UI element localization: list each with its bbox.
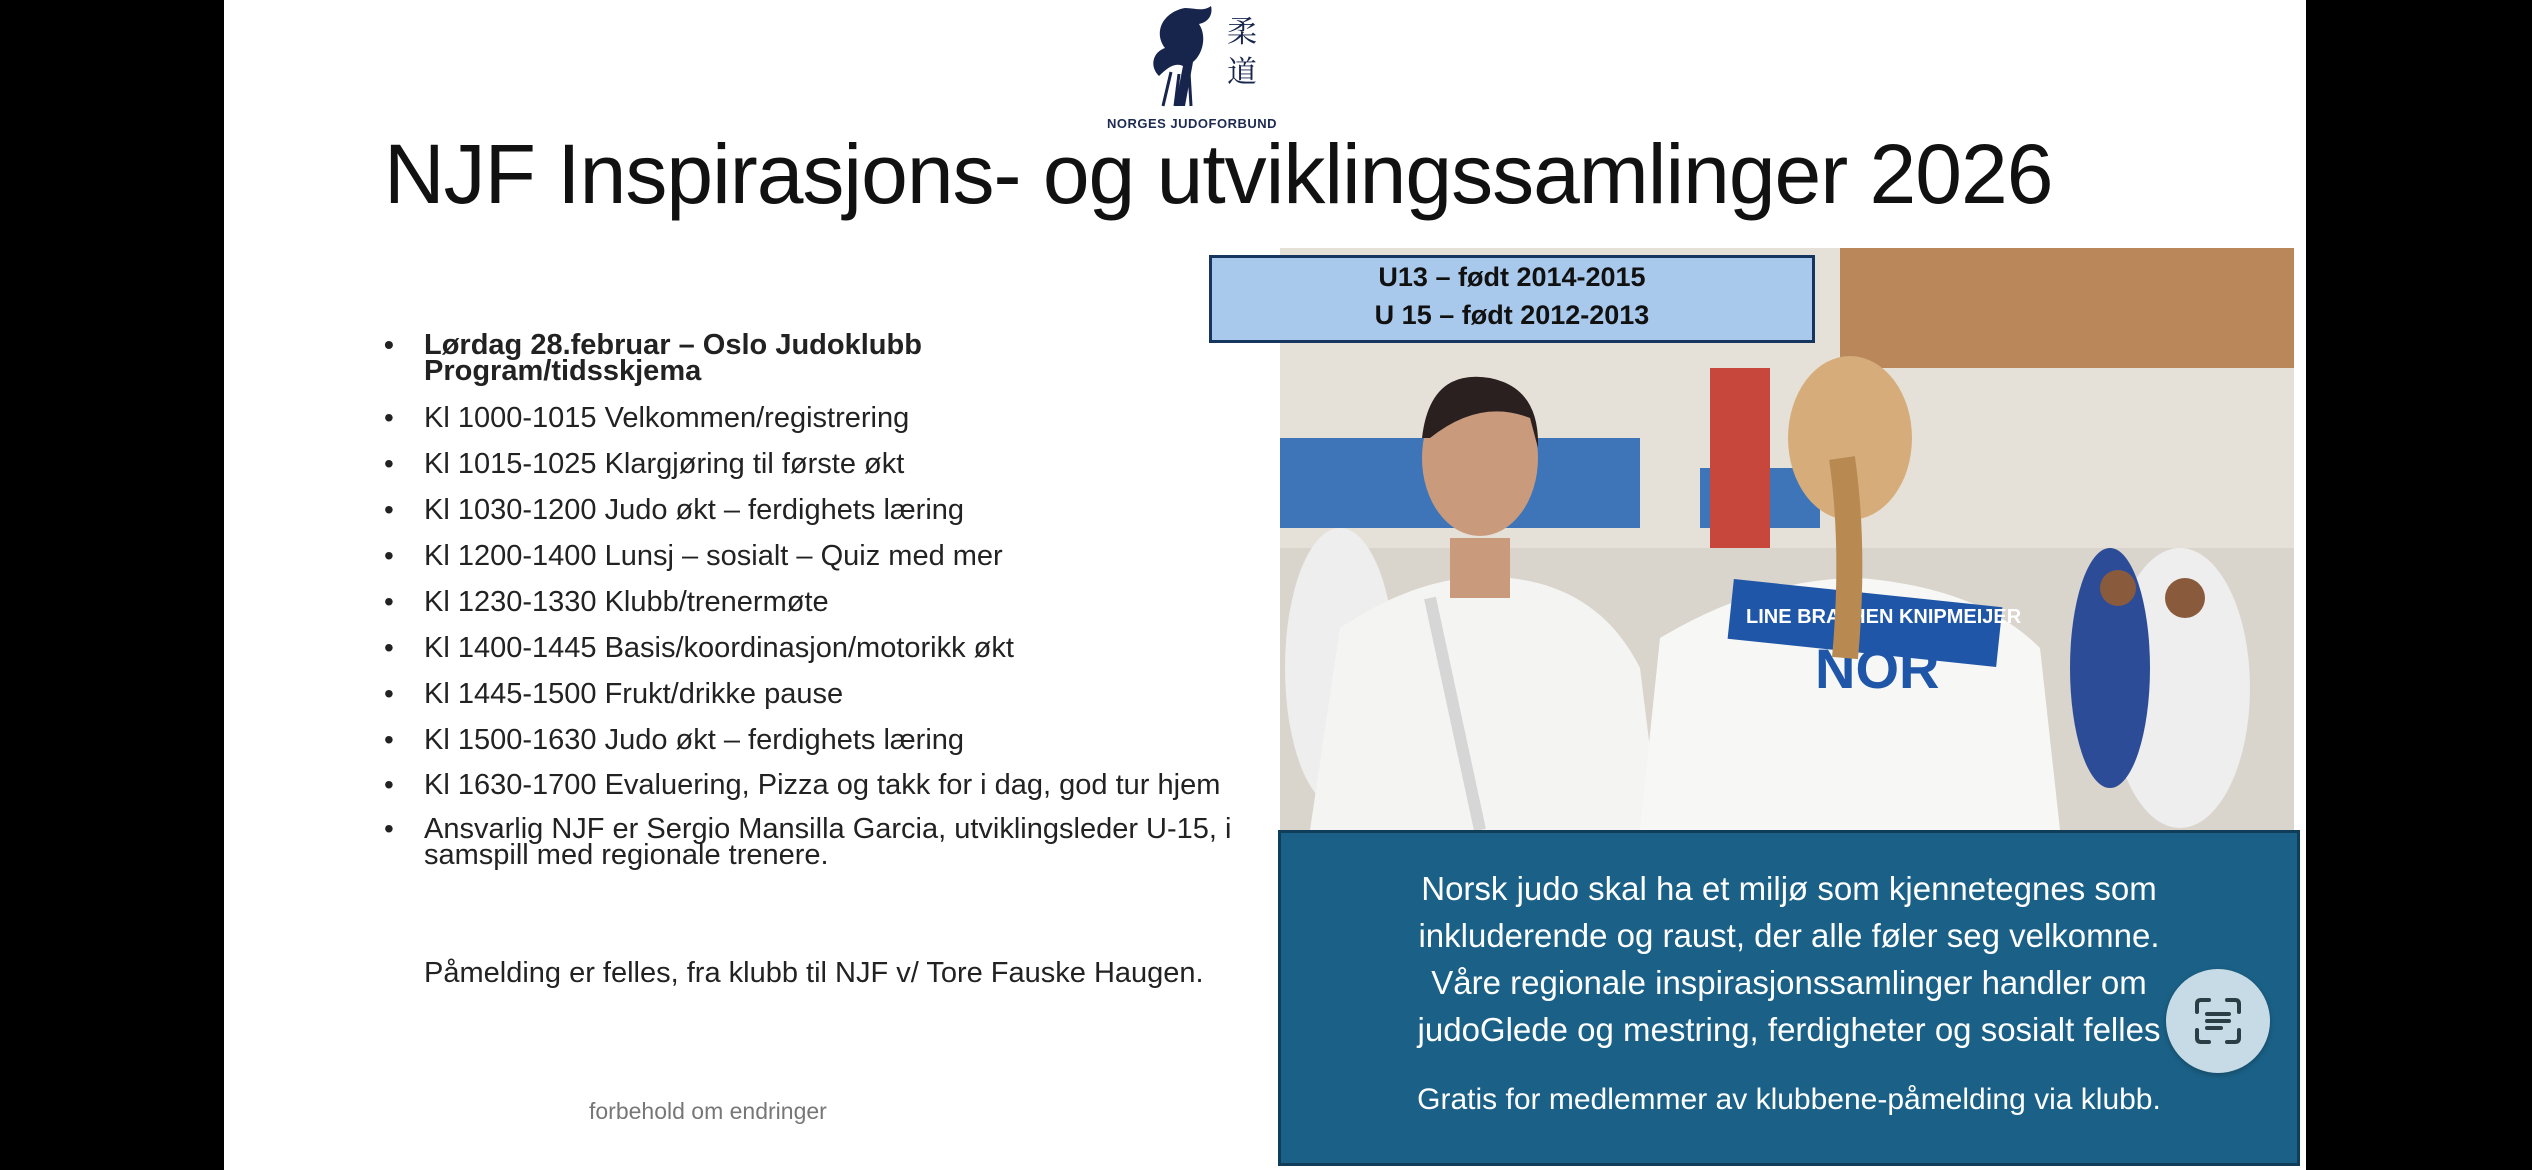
- info-line: inkluderende og raust, der alle føler seg velkomne.: [1418, 917, 2160, 954]
- scan-text-icon: [2193, 996, 2243, 1046]
- presentation-slide: [224, 0, 2306, 1170]
- schedule-list: [384, 329, 1264, 886]
- info-line: Norsk judo skal ha et miljø som kjennetegnes som: [1421, 870, 2157, 907]
- photo-back-country: NOR: [1815, 637, 1940, 700]
- footer-note: forbehold om endringer: [589, 1098, 827, 1124]
- schedule-item: • Kl 1000-1015 Velkommen/registrering: [384, 404, 1264, 432]
- schedule-item: • Kl 1630-1700 Evaluering, Pizza og takk for i dag, god tur hjem: [384, 772, 1264, 798]
- schedule-item: • Kl 1400-1445 Basis/koordinasjon/motorikk økt: [384, 634, 1264, 662]
- info-message: [1281, 865, 2297, 1053]
- schedule-item: • Kl 1230-1330 Klubb/trenermøte: [384, 588, 1264, 616]
- schedule-item: • Kl 1445-1500 Frukt/drikke pause: [384, 680, 1264, 708]
- age-group-u15: U 15 – født 2012-2013: [1374, 300, 1650, 330]
- scan-text-button[interactable]: [2166, 969, 2270, 1073]
- age-groups-box: [1209, 255, 1815, 343]
- svg-text:柔: 柔: [1227, 15, 1257, 50]
- schedule-item: • Kl 1200-1400 Lunsj – sosialt – Quiz med mer: [384, 542, 1264, 570]
- schedule-heading-date: Lørdag 28.februar – Oslo Judoklubb: [424, 329, 922, 361]
- info-box: [1278, 830, 2300, 1166]
- njf-logo: [1097, 2, 1287, 132]
- photo-back-name: LINE BRATHEN KNIPMEIJER: [1746, 606, 2022, 628]
- responsible-item: • Ansvarlig NJF er Sergio Mansilla Garcia, utviklingsleder U-15, i samspill med regionale trenere.: [384, 816, 1264, 868]
- info-gratis: Gratis for medlemmer av klubbene-påmelding via klubb.: [1417, 1083, 2161, 1116]
- signup-note: Påmelding er felles, fra klubb til NJF v/ Tore Fauske Haugen.: [424, 957, 1204, 989]
- info-line: judoGlede og mestring, ferdigheter og sosialt felles: [1417, 1011, 2161, 1048]
- schedule-item: • Kl 1030-1200 Judo økt – ferdighets læring: [384, 496, 1264, 524]
- info-line: Våre regionale inspirasjonssamlinger handler om: [1431, 964, 2147, 1001]
- age-group-u13: U13 – født 2014-2015: [1378, 262, 1646, 292]
- slide-title: NJF Inspirasjons- og utviklingssamlinger 2026: [384, 127, 2053, 221]
- judo-crest-icon: [1123, 2, 1263, 114]
- schedule-item: • Kl 1500-1630 Judo økt – ferdighets læring: [384, 726, 1264, 754]
- schedule-item: • Kl 1015-1025 Klargjøring til første økt: [384, 450, 1264, 478]
- schedule-heading: [384, 329, 1264, 387]
- schedule-heading-program: Program/tidsskjema: [424, 355, 702, 387]
- logo-text: NORGES JUDOFORBUND: [1106, 116, 1278, 131]
- svg-text:道: 道: [1227, 55, 1257, 90]
